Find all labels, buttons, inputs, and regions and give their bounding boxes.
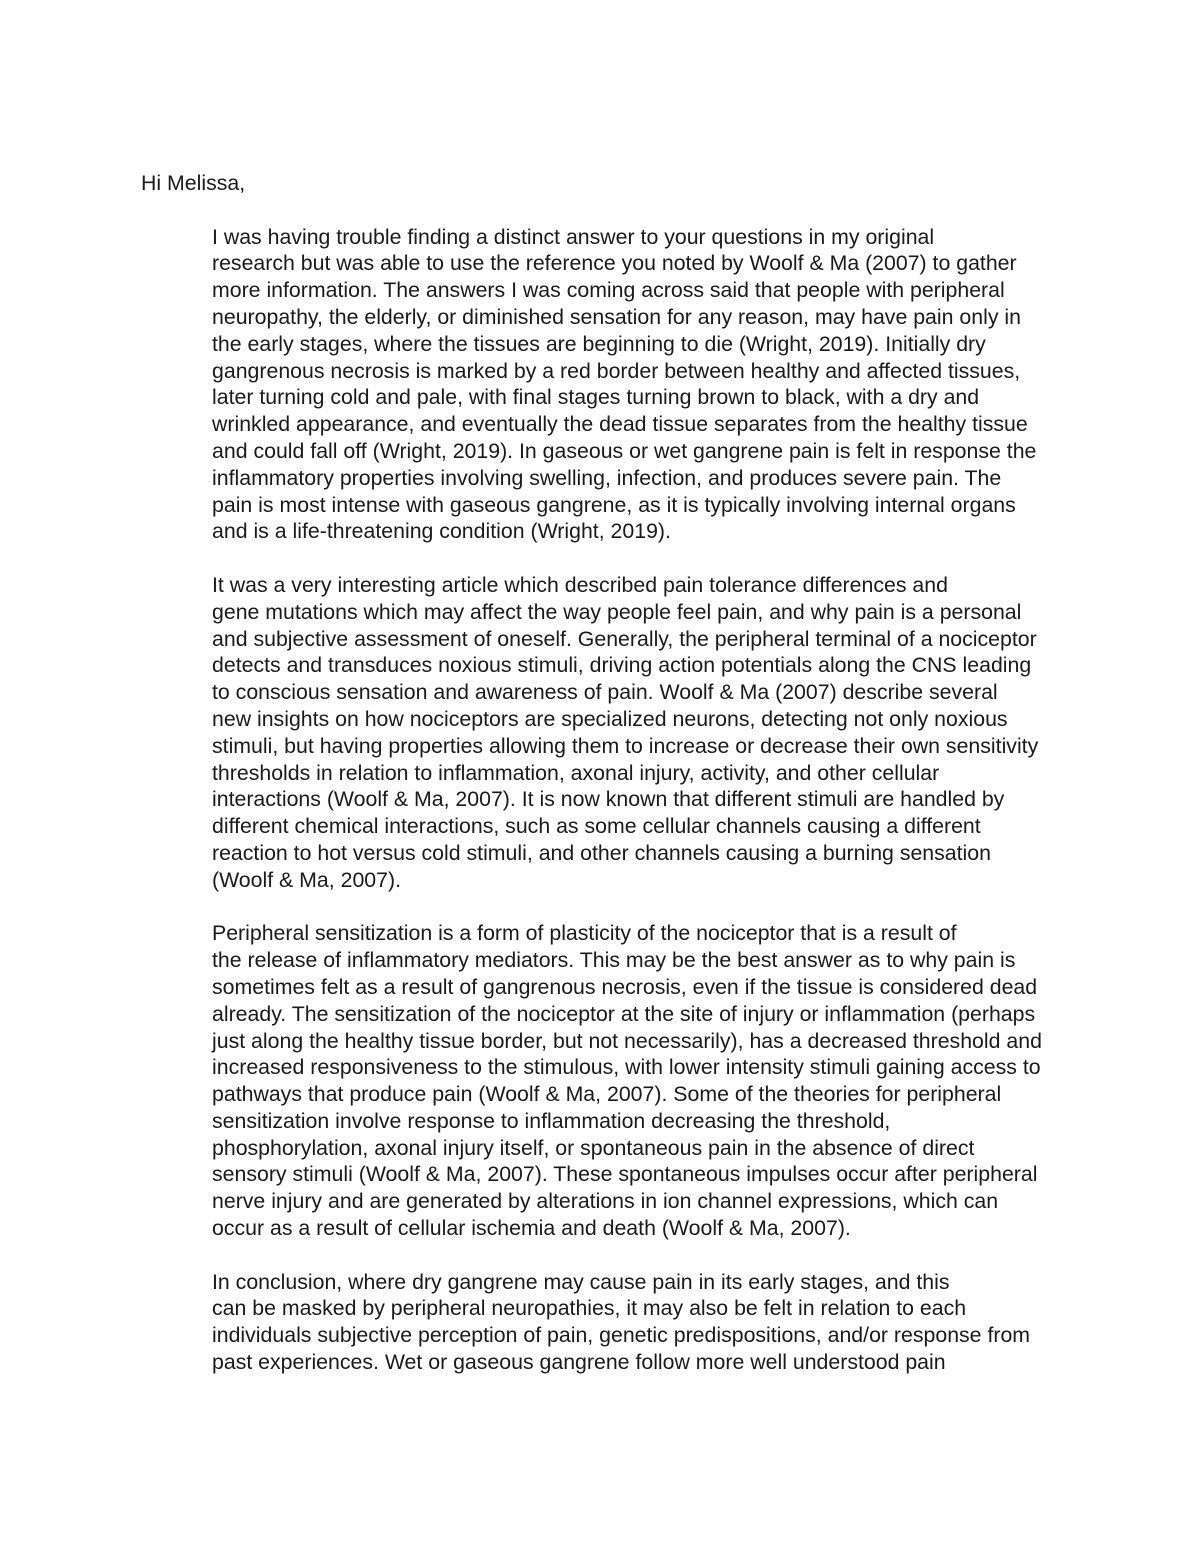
text-line: It was a very interesting article which described pain tolerance differences and — [212, 572, 948, 597]
paragraph-nociceptors — [141, 572, 1059, 894]
text-line: detects and transduces noxious stimuli, driving action potentials along the CNS leading — [212, 653, 1032, 678]
text-line: thresholds in relation to inflammation, axonal injury, activity, and other cellular — [212, 760, 940, 785]
text-line: the early stages, where the tissues are beginning to die (Wright, 2019). Initially dry — [212, 331, 986, 356]
paragraph-gangrene-pain — [141, 224, 1059, 546]
paragraph-conclusion — [141, 1269, 1059, 1376]
text-line: already. The sensitization of the nociceptor at the site of injury or inflammation (perhaps — [212, 1001, 1036, 1026]
text-line: stimuli, but having properties allowing them to increase or decrease their own sensitivity — [212, 733, 1039, 758]
text-line: gangrenous necrosis is marked by a red border between healthy and affected tissues, — [212, 358, 1021, 383]
text-line: to conscious sensation and awareness of pain. Woolf & Ma (2007) describe several — [212, 680, 998, 705]
text-line: sensory stimuli (Woolf & Ma, 2007). These spontaneous impulses occur after peripheral — [212, 1162, 1038, 1187]
greeting: Hi Melissa, — [141, 171, 246, 195]
text-line: nerve injury and are generated by alterations in ion channel expressions, which can — [212, 1189, 999, 1214]
paragraph-peripheral-sensitization — [141, 920, 1059, 1242]
text-line: gene mutations which may affect the way people feel pain, and why pain is a personal — [212, 599, 1022, 624]
text-line: Peripheral sensitization is a form of plasticity of the nociceptor that is a result of — [212, 921, 957, 946]
text-line: just along the healthy tissue border, but not necessarily), has a decreased threshold and — [212, 1028, 1042, 1053]
text-line: and could fall off (Wright, 2019). In gaseous or wet gangrene pain is felt in response the — [212, 438, 1037, 463]
text-line: can be masked by peripheral neuropathies, it may also be felt in relation to each — [212, 1296, 967, 1321]
text-line: new insights on how nociceptors are specialized neurons, detecting not only noxious — [212, 706, 1008, 731]
text-line: sensitization involve response to inflammation decreasing the threshold, — [212, 1108, 891, 1133]
text-line: and is a life-threatening condition (Wright, 2019). — [212, 519, 671, 544]
text-line: different chemical interactions, such as some cellular channels causing a different — [212, 814, 981, 839]
text-line: pain is most intense with gaseous gangrene, as it is typically involving internal organs — [212, 492, 1016, 517]
text-line: past experiences. Wet or gaseous gangrene follow more well understood pain — [212, 1350, 946, 1375]
text-line: occur as a result of cellular ischemia and death (Woolf & Ma, 2007). — [212, 1216, 851, 1241]
text-line: the release of inflammatory mediators. This may be the best answer as to why pain is — [212, 948, 1016, 973]
text-line: and subjective assessment of oneself. Generally, the peripheral terminal of a nociceptor — [212, 626, 1037, 651]
text-line: research but was able to use the reference you noted by Woolf & Ma (2007) to gather — [212, 251, 1017, 276]
text-line: more information. The answers I was coming across said that people with peripheral — [212, 278, 1005, 303]
text-line: interactions (Woolf & Ma, 2007). It is now known that different stimuli are handled by — [212, 787, 1005, 812]
text-line: increased responsiveness to the stimulous, with lower intensity stimuli gaining access to — [212, 1055, 1041, 1080]
text-line: later turning cold and pale, with final stages turning brown to black, with a dry and — [212, 385, 980, 410]
text-line: reaction to hot versus cold stimuli, and other channels causing a burning sensation — [212, 840, 991, 865]
text-line: pathways that produce pain (Woolf & Ma, 2007). Some of the theories for peripheral — [212, 1082, 1002, 1107]
text-line: wrinkled appearance, and eventually the dead tissue separates from the healthy tissue — [212, 412, 1028, 437]
text-line: phosphorylation, axonal injury itself, or spontaneous pain in the absence of direct — [212, 1135, 975, 1160]
text-line: (Woolf & Ma, 2007). — [212, 867, 401, 892]
text-line: sometimes felt as a result of gangrenous necrosis, even if the tissue is considered dead — [212, 974, 1038, 999]
text-line: individuals subjective perception of pain, genetic predispositions, and/or response from — [212, 1323, 1031, 1348]
text-line: neuropathy, the elderly, or diminished sensation for any reason, may have pain only in — [212, 304, 1021, 329]
letter-body — [141, 170, 1059, 1403]
text-line: I was having trouble finding a distinct answer to your questions in my original — [212, 224, 935, 249]
text-line: In conclusion, where dry gangrene may cause pain in its early stages, and this — [212, 1269, 950, 1294]
text-line: inflammatory properties involving swelling, infection, and produces severe pain. The — [212, 465, 1002, 490]
